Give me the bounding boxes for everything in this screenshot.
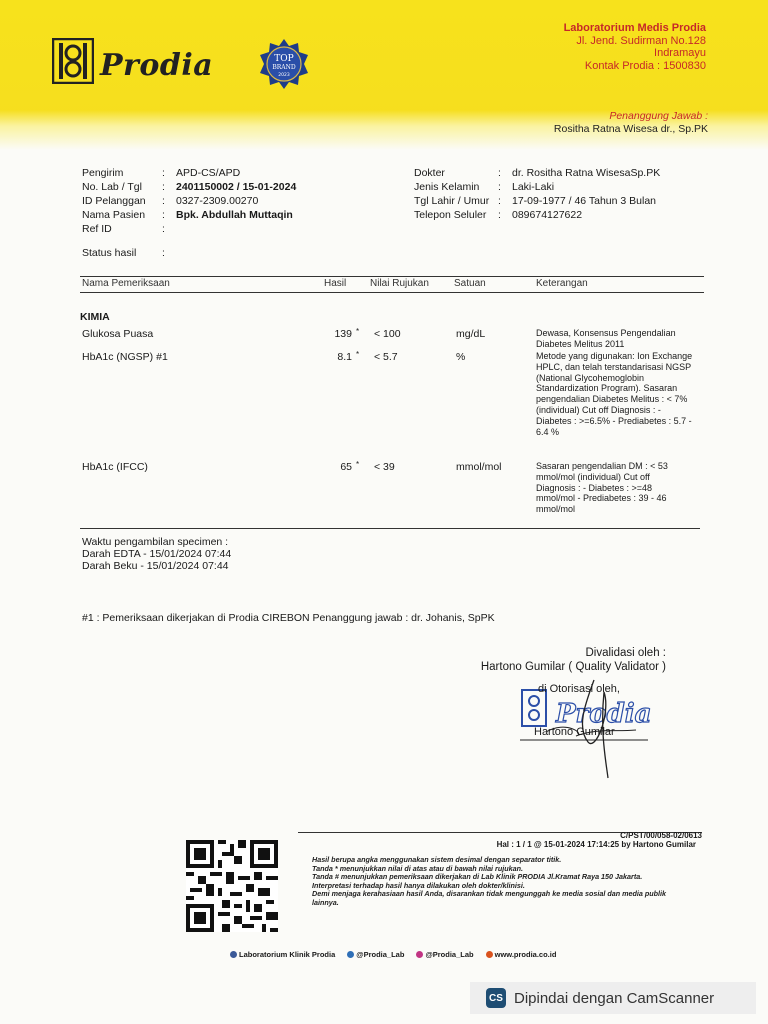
info-value: Laki-Laki	[512, 181, 555, 193]
result-value: 8.1	[337, 351, 352, 363]
disclaimer-line: Tanda # menunjukkan pemeriksaan dikerjakan di Lab Klinik PRODIA Jl.Kramat Raya 150 Jakarta.	[312, 872, 643, 882]
validator-name: Hartono Gumilar ( Quality Validator )	[480, 661, 666, 673]
info-row: No. Lab / Tgl : 2401150002 / 15-01-2024	[82, 181, 297, 193]
info-row: Ref ID :	[82, 223, 165, 235]
patient-name-value: Bpk. Abdullah Muttaqin	[176, 209, 293, 221]
phone-value: 089674127622	[512, 209, 583, 221]
th-pemeriksaan: Nama Pemeriksaan	[82, 278, 170, 289]
status-label: Status hasil	[82, 247, 137, 259]
social-website[interactable]	[486, 950, 557, 959]
info-value: APD-CS/APD	[176, 167, 241, 179]
abnormal-flag: *	[356, 350, 360, 359]
disclaimer-line: Demi menjaga kerahasiaan hasil Anda, disarankan tidak mengunggah ke media sosial dan media publik lainnya.	[312, 889, 667, 907]
section-title: KIMIA	[80, 311, 110, 323]
test-note: Metode yang digunakan: Ion Exchange HPLC, dan telah terstandarisasi NGSP (National Glycohemoglobin Standardization Program). Sasaran pengendalian Diabetes Melitus : < 7% (individual) Cut off Diagnosis : - Diabetes : >=6.5% - Prediabetes : 5.7 - 6.4 %	[536, 351, 693, 437]
top-brand-year: 2023	[278, 73, 290, 78]
info-row: Tgl Lahir / Umur : 17-09-1977 / 46 Tahun 3 Bulan	[414, 195, 657, 207]
table-header	[80, 278, 702, 292]
th-keterangan: Keterangan	[536, 278, 588, 289]
info-label: Jenis Kelamin	[414, 181, 480, 193]
th-rujukan: Nilai Rujukan	[370, 278, 429, 289]
info-label: Pengirim	[82, 167, 124, 179]
result-value: 65	[340, 461, 352, 473]
info-row: ID Pelanggan : 0327-2309.00270	[82, 195, 259, 207]
info-label: Nama Pasien	[82, 209, 146, 221]
page-info: Hal : 1 / 1 @ 15-01-2024 17:14:25 by Hartono Gumilar	[496, 840, 696, 849]
info-label: Tgl Lahir / Umur	[414, 195, 490, 207]
lab-info	[564, 22, 706, 72]
stamp-brand: Prodia	[556, 699, 652, 729]
th-satuan: Satuan	[454, 278, 486, 289]
qr-code-icon	[186, 840, 278, 932]
facebook-icon	[230, 951, 237, 958]
status-row: Status hasil :	[82, 247, 165, 259]
test-note: Dewasa, Konsensus Pengendalian Diabetes Melitus 2011	[536, 328, 676, 349]
disclaimer-line: Tanda * menunjukkan nilai di atas atau di bawah nilai rujukan.	[312, 863, 524, 873]
test-name: HbA1c (IFCC)	[82, 461, 148, 473]
disclaimer-line: Hasil berupa angka menggunakan sistem desimal dengan separator titik.	[312, 855, 562, 864]
unit: %	[456, 351, 466, 363]
info-row: Nama Pasien : Bpk. Abdullah Muttaqin	[82, 209, 293, 221]
specimen-line: Darah EDTA - 15/01/2024 07:44	[82, 548, 232, 560]
top-brand-text-1: TOP	[274, 54, 294, 64]
validation-title: Divalidasi oleh :	[585, 647, 666, 659]
abnormal-flag: *	[356, 460, 360, 469]
info-label: Ref ID	[82, 223, 112, 235]
info-row: Dokter : dr. Rositha Ratna WisesaSp.PK	[414, 167, 661, 179]
th-hasil: Hasil	[324, 278, 347, 289]
pj-label: Penanggung Jawab :	[609, 110, 708, 122]
reference-range: < 5.7	[374, 351, 398, 363]
doctor-value: dr. Rositha Ratna WisesaSp.PK	[512, 167, 661, 179]
table-header-rule	[80, 292, 704, 293]
lab-city: Indramayu	[654, 47, 706, 59]
brand-name: Prodia	[100, 48, 214, 83]
document-code: C/PST/00/058-02/0613	[620, 831, 702, 840]
test-name: HbA1c (NGSP) #1	[82, 351, 168, 363]
patient-info-right	[414, 166, 660, 222]
footnote: #1 : Pemeriksaan dikerjakan di Prodia CIREBON Penanggung jawab : dr. Johanis, SpPK	[82, 612, 495, 624]
info-label: ID Pelanggan	[82, 195, 146, 207]
reference-range: < 39	[374, 461, 395, 473]
social-label: @Prodia_Lab	[356, 950, 405, 959]
social-label: Laboratorium Klinik Prodia	[239, 950, 336, 959]
reference-range: < 100	[374, 328, 401, 340]
camscanner-logo-icon: CS	[486, 988, 506, 1008]
twitter-icon	[347, 951, 354, 958]
info-row: Jenis Kelamin : Laki-Laki	[414, 181, 555, 193]
specimen-line: Darah Beku - 15/01/2024 07:44	[82, 560, 229, 572]
info-label: Dokter	[414, 167, 445, 179]
specimen-info	[82, 536, 231, 572]
patient-info-left	[82, 166, 296, 260]
info-value: 0327-2309.00270	[176, 195, 259, 207]
unit: mg/dL	[456, 328, 486, 340]
table-top-rule	[80, 276, 704, 277]
otorisasi-label: di Otorisasi oleh,	[538, 683, 620, 695]
validation-block	[481, 646, 666, 674]
lab-number-value: 2401150002 / 15-01-2024	[176, 181, 297, 193]
social-label: @Prodia_Lab	[425, 950, 474, 959]
top-brand-badge-icon	[258, 38, 310, 90]
instagram-icon	[416, 951, 423, 958]
unit: mmol/mol	[456, 461, 502, 473]
signer-name: Hartono Gumilar	[534, 726, 615, 738]
social-links	[230, 950, 556, 959]
lab-name: Laboratorium Medis Prodia	[563, 22, 706, 34]
disclaimer-line: Interpretasi terhadap hasil hanya dilakukan oleh dokter/klinisi.	[312, 880, 525, 890]
camscanner-watermark	[470, 982, 756, 1014]
info-label: Telepon Seluler	[414, 209, 487, 221]
test-name: Glukosa Puasa	[82, 328, 154, 340]
abnormal-flag: *	[356, 327, 360, 336]
prodia-logo-icon	[52, 38, 94, 84]
info-value: 17-09-1977 / 46 Tahun 3 Bulan	[512, 195, 657, 207]
specimen-title: Waktu pengambilan specimen :	[82, 536, 229, 548]
disclaimer	[312, 856, 692, 908]
info-row: Pengirim : APD-CS/APD	[82, 167, 241, 179]
penanggung-jawab	[554, 110, 708, 135]
info-label: No. Lab / Tgl	[82, 181, 142, 193]
globe-icon	[486, 951, 493, 958]
info-row: Telepon Seluler : 089674127622	[414, 209, 583, 221]
result-value: 139	[334, 328, 352, 340]
camscanner-text: Dipindai dengan CamScanner	[514, 989, 715, 1007]
social-facebook[interactable]	[230, 950, 335, 959]
table-bottom-rule	[80, 528, 700, 529]
social-instagram[interactable]	[416, 950, 473, 959]
test-note: Sasaran pengendalian DM : < 53 mmol/mol (individual) Cut off Diagnosis : - Diabetes : >=48 mmol/mol - Prediabetes : 39 - 46 mmol/mol	[536, 461, 668, 515]
lab-address: Jl. Jend. Sudirman No.128	[576, 34, 706, 47]
pj-name: Rositha Ratna Wisesa dr., Sp.PK	[553, 122, 708, 135]
social-label: www.prodia.co.id	[494, 950, 557, 959]
social-twitter[interactable]	[347, 950, 404, 959]
top-brand-text-2: BRAND	[272, 64, 296, 71]
lab-contact: Kontak Prodia : 1500830	[584, 59, 706, 72]
